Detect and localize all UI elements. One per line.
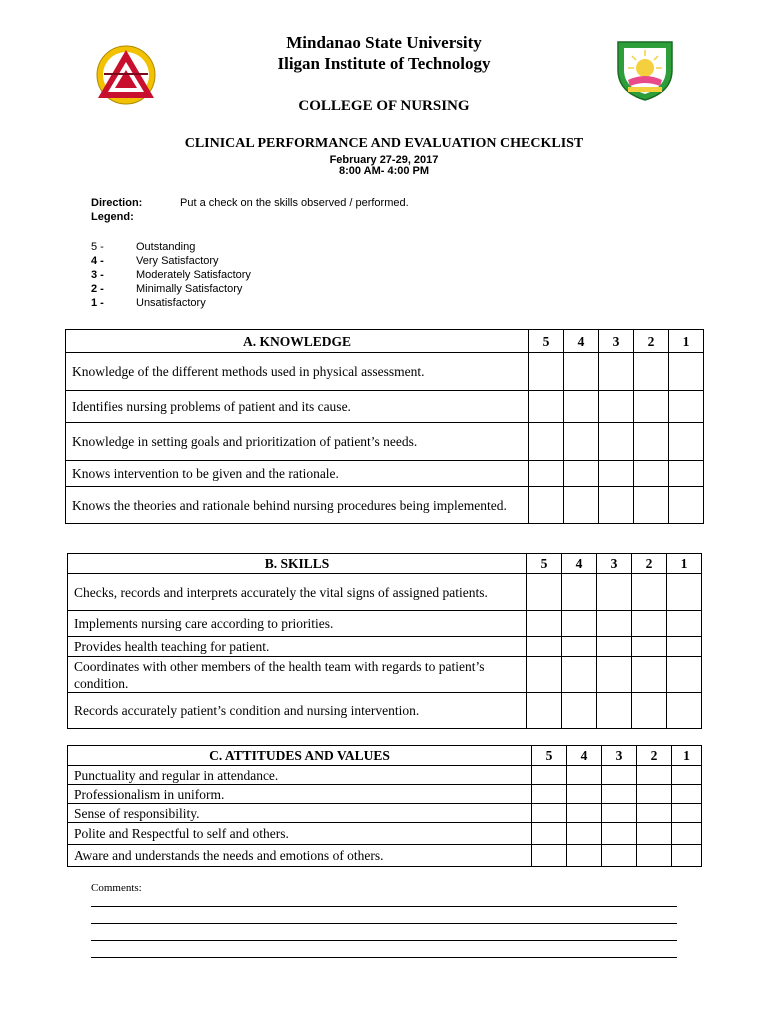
- rating-cell[interactable]: [567, 823, 602, 845]
- table-header-row: [68, 746, 702, 766]
- rating-cell[interactable]: [597, 657, 632, 693]
- rating-cell[interactable]: [632, 693, 667, 729]
- rating-cell[interactable]: [527, 637, 562, 657]
- legend-item: [91, 269, 251, 281]
- comment-line[interactable]: [91, 906, 677, 907]
- legend-text: Outstanding: [136, 241, 196, 253]
- legend-number: 2 -: [91, 283, 104, 295]
- table-row: [68, 637, 702, 657]
- criterion-text: Records accurately patient’s condition and nursing intervention.: [68, 693, 527, 729]
- rating-cell[interactable]: [672, 785, 702, 804]
- table-row: [66, 423, 704, 461]
- rating-cell[interactable]: [667, 657, 702, 693]
- legend-item: [91, 255, 219, 267]
- table-row: [68, 657, 702, 693]
- table-row: [68, 845, 702, 867]
- scale-header: 5: [532, 746, 567, 766]
- rating-cell[interactable]: [562, 693, 597, 729]
- table-row: [68, 693, 702, 729]
- section-title: B. SKILLS: [68, 554, 527, 574]
- scale-header: 3: [602, 746, 637, 766]
- criterion-text: Punctuality and regular in attendance.: [68, 766, 532, 785]
- rating-cell[interactable]: [634, 423, 669, 461]
- criterion-text: Knows intervention to be given and the rationale.: [66, 461, 529, 487]
- legend-item: [91, 241, 195, 253]
- comments-label: Comments:: [91, 882, 142, 894]
- table-row: [66, 391, 704, 423]
- rating-cell[interactable]: [567, 804, 602, 823]
- evaluation-time: 8:00 AM- 4:00 PM: [338, 165, 430, 177]
- scale-header: 3: [597, 554, 632, 574]
- direction-text: Put a check on the skills observed / performed.: [180, 197, 409, 209]
- rating-cell[interactable]: [599, 391, 634, 423]
- rating-cell[interactable]: [527, 657, 562, 693]
- rating-cell[interactable]: [597, 574, 632, 611]
- table-row: [68, 804, 702, 823]
- rating-cell[interactable]: [602, 785, 637, 804]
- rating-cell[interactable]: [672, 804, 702, 823]
- rating-cell[interactable]: [637, 785, 672, 804]
- scale-header: 2: [632, 554, 667, 574]
- rating-cell[interactable]: [634, 353, 669, 391]
- rating-cell[interactable]: [632, 611, 667, 637]
- rating-cell[interactable]: [672, 766, 702, 785]
- rating-cell[interactable]: [529, 461, 564, 487]
- rating-cell[interactable]: [562, 574, 597, 611]
- criterion-text: Identifies nursing problems of patient and its cause.: [66, 391, 529, 423]
- rating-cell[interactable]: [672, 823, 702, 845]
- legend-text: Moderately Satisfactory: [136, 269, 251, 281]
- rating-cell[interactable]: [562, 637, 597, 657]
- rating-cell[interactable]: [564, 353, 599, 391]
- criterion-text: Aware and understands the needs and emotions of others.: [68, 845, 532, 867]
- rating-cell[interactable]: [667, 637, 702, 657]
- comment-line[interactable]: [91, 957, 677, 958]
- rating-cell[interactable]: [602, 823, 637, 845]
- legend-number: 3 -: [91, 269, 104, 281]
- institute-name: Iligan Institute of Technology: [277, 54, 491, 73]
- scale-header: 4: [564, 330, 599, 353]
- rating-cell[interactable]: [527, 611, 562, 637]
- rating-cell[interactable]: [564, 487, 599, 524]
- table-row: [68, 785, 702, 804]
- university-name: Mindanao State University: [286, 33, 482, 52]
- scale-header: 2: [634, 330, 669, 353]
- rating-cell[interactable]: [567, 766, 602, 785]
- rating-cell[interactable]: [669, 353, 704, 391]
- criterion-text: Implements nursing care according to priorities.: [68, 611, 527, 637]
- rating-cell[interactable]: [602, 766, 637, 785]
- direction-label: Direction:: [91, 197, 143, 209]
- rating-cell[interactable]: [602, 804, 637, 823]
- rating-cell[interactable]: [562, 657, 597, 693]
- rating-cell[interactable]: [529, 423, 564, 461]
- rating-cell[interactable]: [567, 785, 602, 804]
- legend-text: Unsatisfactory: [136, 297, 206, 309]
- scale-header: 2: [637, 746, 672, 766]
- rating-cell[interactable]: [562, 611, 597, 637]
- criterion-text: Sense of responsibility.: [68, 804, 532, 823]
- criterion-text: Coordinates with other members of the health team with regards to patient’s condition.: [68, 657, 527, 693]
- rating-cell[interactable]: [564, 423, 599, 461]
- table-row: [68, 766, 702, 785]
- scale-header: 3: [599, 330, 634, 353]
- rating-cell[interactable]: [529, 353, 564, 391]
- rating-cell[interactable]: [564, 391, 599, 423]
- scale-header: 4: [567, 746, 602, 766]
- legend-item: [91, 283, 242, 295]
- rating-cell[interactable]: [602, 845, 637, 867]
- college-name: COLLEGE OF NURSING: [298, 98, 470, 114]
- comment-line[interactable]: [91, 923, 677, 924]
- rating-cell[interactable]: [532, 766, 567, 785]
- rating-cell[interactable]: [634, 391, 669, 423]
- rating-cell[interactable]: [632, 574, 667, 611]
- rating-cell[interactable]: [632, 637, 667, 657]
- rating-cell[interactable]: [599, 487, 634, 524]
- rating-cell[interactable]: [567, 845, 602, 867]
- criterion-text: Polite and Respectful to self and others.: [68, 823, 532, 845]
- rating-cell[interactable]: [597, 693, 632, 729]
- rating-cell[interactable]: [597, 611, 632, 637]
- criterion-text: Provides health teaching for patient.: [68, 637, 527, 657]
- scale-header: 5: [527, 554, 562, 574]
- legend-number: 5 -: [91, 241, 104, 253]
- rating-cell[interactable]: [669, 461, 704, 487]
- table-row: [68, 574, 702, 611]
- rating-cell[interactable]: [527, 693, 562, 729]
- legend-number: 4 -: [91, 255, 104, 267]
- table-row: [66, 461, 704, 487]
- rating-cell[interactable]: [599, 423, 634, 461]
- table-row: [68, 611, 702, 637]
- table-header-row: [68, 554, 702, 574]
- rating-cell[interactable]: [632, 657, 667, 693]
- table-row: [68, 823, 702, 845]
- rating-cell[interactable]: [532, 845, 567, 867]
- rating-cell[interactable]: [637, 804, 672, 823]
- scale-header: 1: [672, 746, 702, 766]
- rating-cell[interactable]: [637, 823, 672, 845]
- rating-cell[interactable]: [532, 785, 567, 804]
- rating-cell[interactable]: [529, 391, 564, 423]
- criterion-text: Checks, records and interprets accurately the vital signs of assigned patients.: [68, 574, 527, 611]
- rating-cell[interactable]: [669, 487, 704, 524]
- rating-cell[interactable]: [532, 804, 567, 823]
- skills-table: [67, 553, 702, 729]
- criterion-text: Knowledge in setting goals and prioritization of patient’s needs.: [66, 423, 529, 461]
- legend-number: 1 -: [91, 297, 104, 309]
- rating-cell[interactable]: [637, 845, 672, 867]
- evaluation-date: February 27-29, 2017: [329, 154, 439, 166]
- rating-cell[interactable]: [667, 574, 702, 611]
- rating-cell[interactable]: [529, 487, 564, 524]
- document-title: CLINICAL PERFORMANCE AND EVALUATION CHECKLIST: [184, 136, 584, 151]
- knowledge-table: [65, 329, 704, 524]
- criterion-text: Knowledge of the different methods used in physical assessment.: [66, 353, 529, 391]
- rating-cell[interactable]: [637, 766, 672, 785]
- rating-cell[interactable]: [672, 845, 702, 867]
- rating-cell[interactable]: [532, 823, 567, 845]
- rating-cell[interactable]: [564, 461, 599, 487]
- rating-cell[interactable]: [527, 574, 562, 611]
- legend-text: Minimally Satisfactory: [136, 283, 243, 295]
- rating-cell[interactable]: [597, 637, 632, 657]
- section-title: A. KNOWLEDGE: [66, 330, 529, 353]
- rating-cell[interactable]: [667, 693, 702, 729]
- rating-cell[interactable]: [599, 461, 634, 487]
- legend-label: Legend:: [91, 211, 134, 223]
- legend-item: [91, 297, 206, 309]
- rating-cell[interactable]: [634, 461, 669, 487]
- table-row: [66, 487, 704, 524]
- rating-cell[interactable]: [599, 353, 634, 391]
- section-title: C. ATTITUDES AND VALUES: [68, 746, 532, 766]
- scale-header: 5: [529, 330, 564, 353]
- legend-text: Very Satisfactory: [136, 255, 219, 267]
- rating-cell[interactable]: [667, 611, 702, 637]
- attitudes-values-table: [67, 745, 702, 867]
- criterion-text: Professionalism in uniform.: [68, 785, 532, 804]
- table-row: [66, 353, 704, 391]
- table-header-row: [66, 330, 704, 353]
- criterion-text: Knows the theories and rationale behind nursing procedures being implemented.: [66, 487, 529, 524]
- rating-cell[interactable]: [669, 391, 704, 423]
- rating-cell[interactable]: [669, 423, 704, 461]
- rating-cell[interactable]: [634, 487, 669, 524]
- comment-line[interactable]: [91, 940, 677, 941]
- scale-header: 1: [667, 554, 702, 574]
- scale-header: 4: [562, 554, 597, 574]
- scale-header: 1: [669, 330, 704, 353]
